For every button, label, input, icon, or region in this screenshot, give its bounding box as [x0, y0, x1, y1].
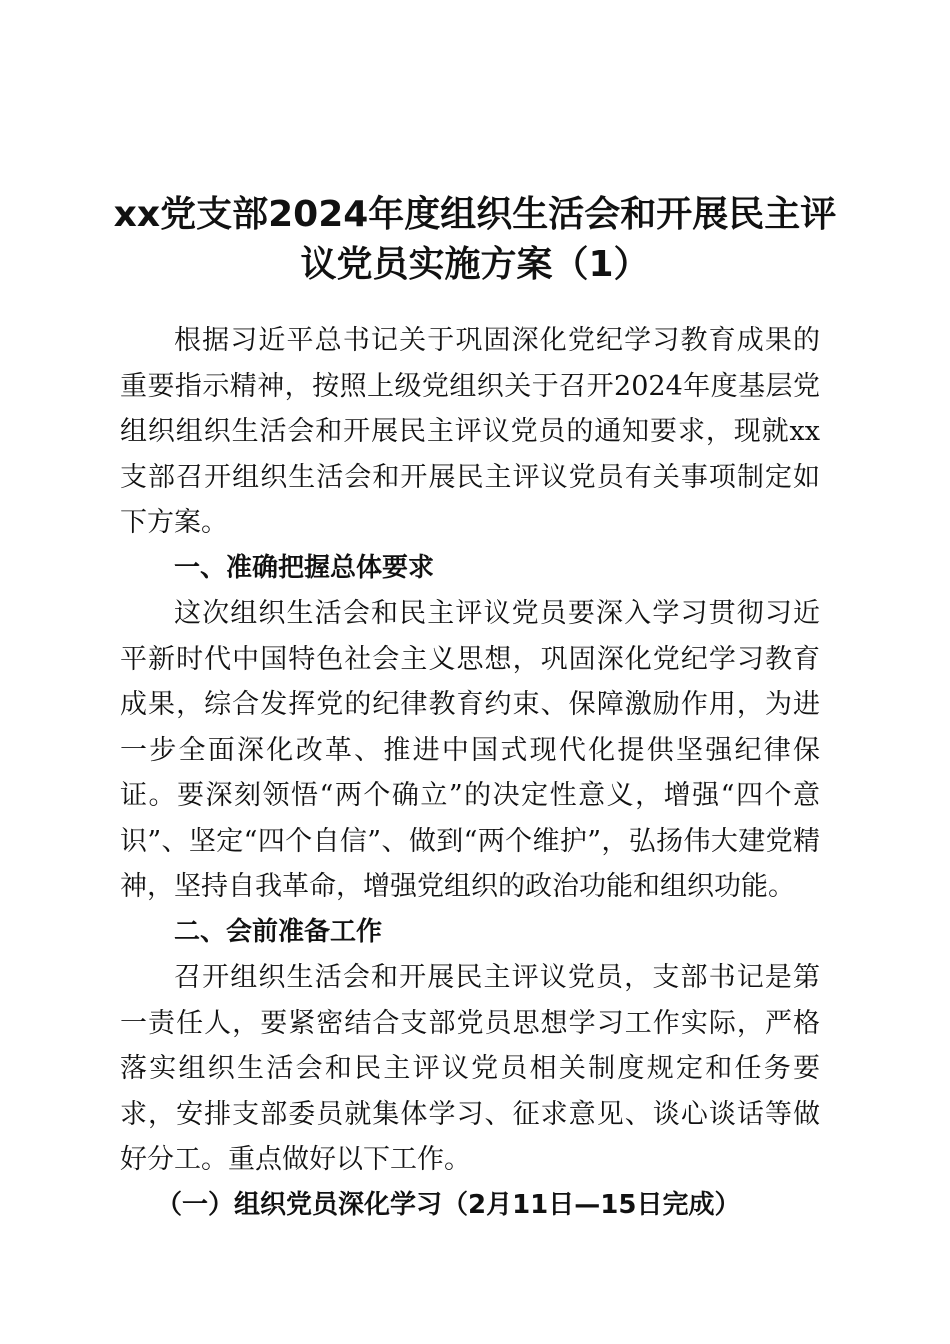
intro-paragraph: 根据习近平总书记关于巩固深化党纪学习教育成果的重要指示精神，按照上级党组织关于召开2024年度基层党组织组织生活会和开展民主评议党员的通知要求，现就xx支部召开组织生活会和开展民主评议党员有关事项制定如下方案。 [120, 325, 820, 538]
subsection-1-heading: （一）组织党员深化学习（2月11日—15日完成） [156, 1189, 741, 1220]
title-line-2: 议党员实施方案（1） [300, 244, 650, 285]
section-2-paragraph: 召开组织生活会和开展民主评议党员，支部书记是第一责任人，要紧密结合支部党员思想学习工作实际，严格落实组织生活会和民主评议党员相关制度规定和任务要求，安排支部委员就集体学习、征求意见、谈心谈话等做好分工。重点做好以下工作。 [120, 962, 820, 1175]
section-2-heading: 二、会前准备工作 [174, 916, 383, 947]
document-body [120, 318, 820, 1228]
section-1-paragraph: 这次组织生活会和民主评议党员要深入学习贯彻习近平新时代中国特色社会主义思想，巩固深化党纪学习教育成果，综合发挥党的纪律教育约束、保障激励作用，为进一步全面深化改革、推进中国式现代化提供坚强纪律保证。要深刻领悟“两个确立”的决定性意义，增强“四个意识”、坚定“四个自信”、做到“两个维护”，弘扬伟大建党精神，坚持自我革命，增强党组织的政治功能和组织功能。 [120, 598, 820, 902]
section-1-heading: 一、准确把握总体要求 [174, 552, 435, 583]
title-line-1: xx党支部2024年度组织生活会和开展民主评 [113, 194, 837, 235]
document-title [110, 190, 840, 290]
